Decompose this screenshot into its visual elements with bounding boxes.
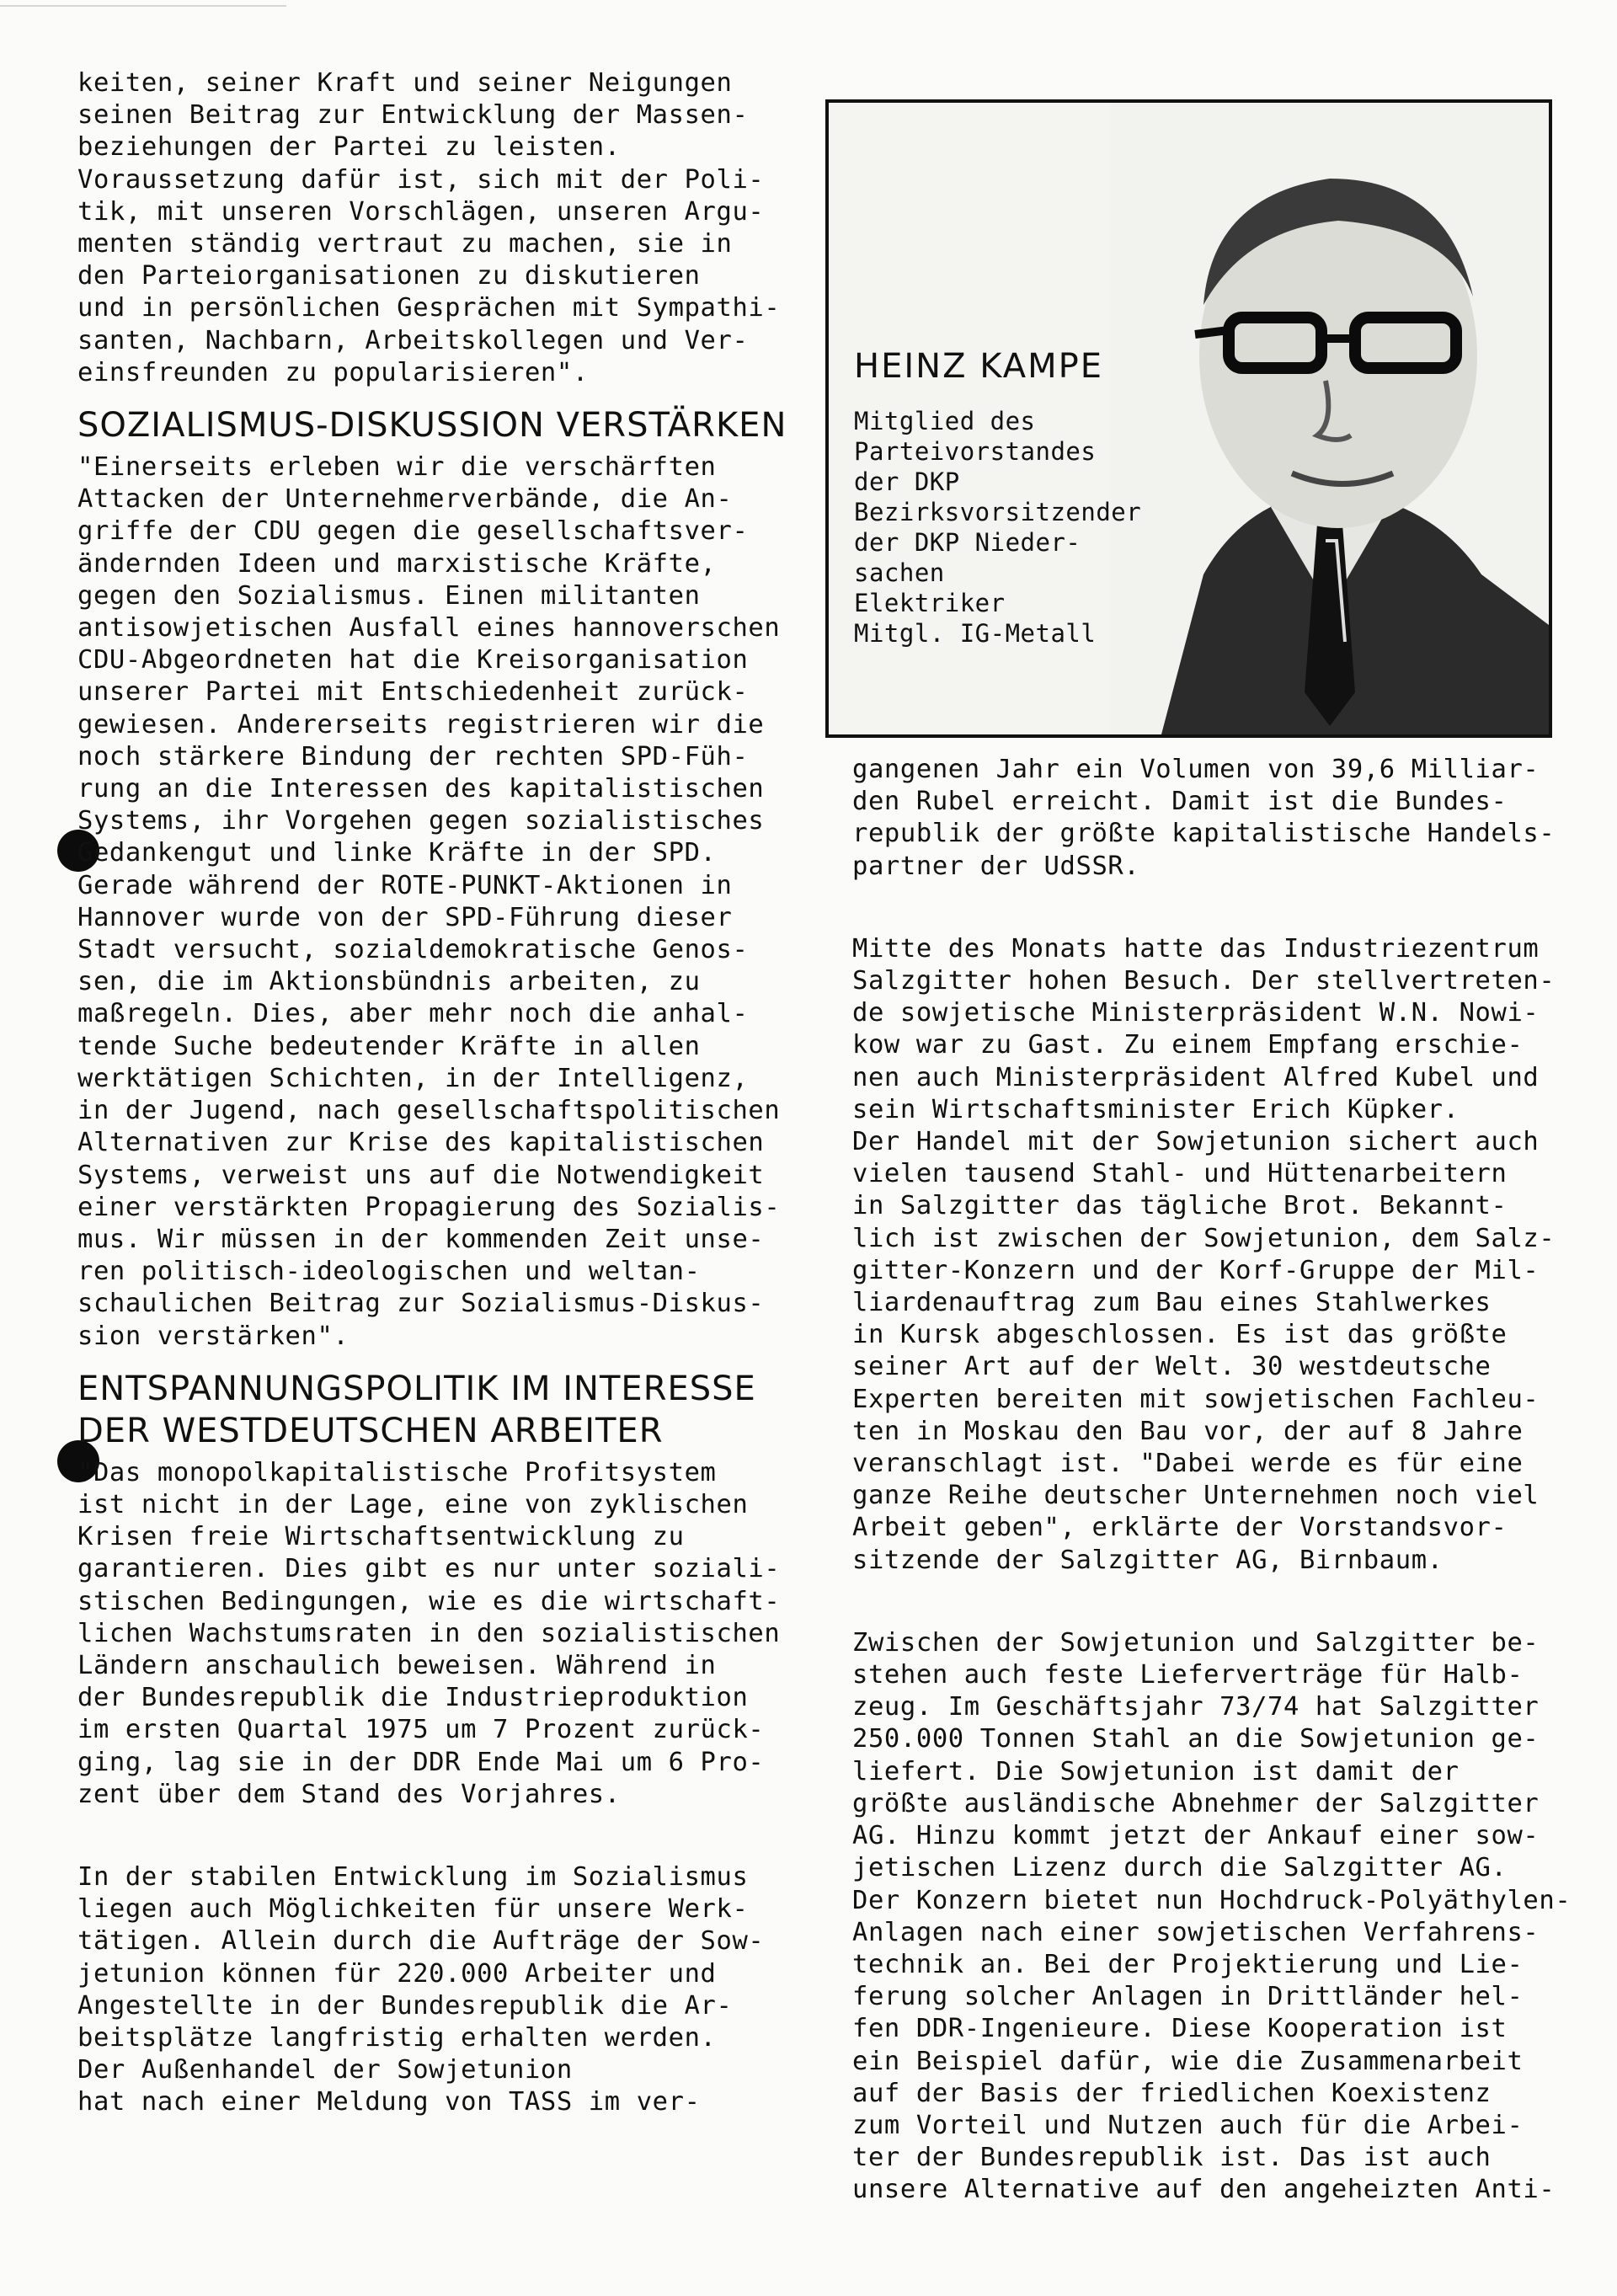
text-line: Mitgl. IG-Metall [854, 619, 1097, 648]
text-line: der DKP [854, 467, 960, 496]
text-line: zum Vorteil und Nutzen auch für die Arbei- [852, 2110, 1524, 2140]
text-line: ist nicht in der Lage, eine von zyklischen [77, 1489, 749, 1519]
text-line: einsfreunden zu popularisieren". [77, 357, 589, 387]
text-line: ganze Reihe deutscher Unternehmen noch viel [852, 1481, 1540, 1511]
text-line: in der Jugend, nach gesellschaftspolitischen [77, 1096, 781, 1126]
text-line: Hannover wurde von der SPD-Führung dieser [77, 902, 733, 932]
right-paragraph-3 [852, 1627, 1593, 2207]
text-line: ferung solcher Anlagen in Drittländer hel- [852, 1982, 1524, 2012]
text-line: maßregeln. Dies, aber mehr noch die anhal- [77, 999, 749, 1029]
text-line: und in persönlichen Gesprächen mit Sympathi- [77, 293, 781, 323]
text-line: beitsplätze langfristig erhalten werden. [77, 2022, 717, 2053]
text-line: griffe der CDU gegen die gesellschaftsver- [77, 516, 749, 547]
text-line: technik an. Bei der Projektierung und Lie- [852, 1949, 1524, 1979]
intro-paragraph [77, 67, 835, 389]
portrait-photo [1111, 103, 1549, 734]
text-line: stischen Bedingungen, wie es die wirtschaft- [77, 1586, 781, 1616]
heading-entspannungspolitik-line2: DER WESTDEUTSCHEN ARBEITER [77, 1411, 664, 1450]
text-line: ein Beispiel dafür, wie die Zusammenarbeit [852, 2046, 1524, 2076]
text-line: Systems, verweist uns auf die Notwendigkeit [77, 1160, 765, 1190]
text-line: liefert. Die Sowjetunion ist damit der [852, 1756, 1460, 1786]
text-line: Elektriker [854, 589, 1006, 617]
text-line: beziehungen der Partei zu leisten. [77, 132, 621, 163]
text-line: fen DDR-Ingenieure. Diese Kooperation ist [852, 2014, 1508, 2044]
text-line: zeug. Im Geschäftsjahr 73/74 hat Salzgitter [852, 1692, 1540, 1722]
heading-sozialismus-diskussion: SOZIALISMUS-DISKUSSION VERSTÄRKEN [77, 406, 787, 446]
text-line: liardenauftrag zum Bau eines Stahlwerkes [852, 1288, 1492, 1318]
text-line: den Rubel erreicht. Damit ist die Bundes- [852, 787, 1508, 817]
right-paragraph-2 [852, 933, 1593, 1577]
text-line: tende Suche bedeutender Kräfte in allen [77, 1031, 701, 1061]
text-line: den Parteiorganisationen zu diskutieren [77, 261, 701, 291]
text-line: "Das monopolkapitalistische Profitsystem [77, 1457, 717, 1487]
text-line: veranschlagt ist. "Dabei werde es für eine [852, 1449, 1524, 1479]
text-line: de sowjetische Ministerpräsident W.N. Nowi- [852, 998, 1540, 1028]
text-line: stehen auch feste Lieferverträge für Halb- [852, 1660, 1524, 1690]
text-line: unsere Alternative auf den angeheizten Anti- [852, 2175, 1556, 2205]
text-line: schaulichen Beitrag zur Sozialismus-Diskus- [77, 1289, 765, 1319]
heading-entspannungspolitik-line1: ENTSPANNUNGSPOLITIK IM INTERESSE [77, 1369, 756, 1408]
text-line: Gerade während der ROTE-PUNKT-Aktionen in [77, 870, 733, 900]
text-line: sein Wirtschaftsminister Erich Küpker. [852, 1094, 1460, 1124]
text-line: Salzgitter hohen Besuch. Der stellvertreten- [852, 966, 1556, 996]
text-line: CDU-Abgeordneten hat die Kreisorganisation [77, 645, 749, 675]
text-line: Der Außenhandel der Sowjetunion [77, 2055, 573, 2085]
profile-box [825, 99, 1552, 738]
text-line: jetischen Lizenz durch die Salzgitter AG. [852, 1853, 1508, 1883]
text-line: rung an die Interessen des kapitalistischen [77, 774, 765, 804]
text-line: Gedankengut und linke Kräfte in der SPD. [77, 838, 717, 868]
text-line: der DKP Nieder- [854, 528, 1081, 557]
text-line: lichen Wachstumsraten in den sozialistischen [77, 1618, 781, 1648]
text-line: jetunion können für 220.000 Arbeiter und [77, 1958, 717, 1989]
text-line: gangenen Jahr ein Volumen von 39,6 Milliar- [852, 755, 1540, 784]
text-line: unserer Partei mit Entschiedenheit zurück- [77, 677, 749, 707]
text-line: 250.000 Tonnen Stahl an die Sowjetunion ge- [852, 1724, 1540, 1754]
text-line: ren politisch-ideologischen und weltan- [77, 1257, 701, 1287]
profile-bio [854, 406, 1141, 649]
text-line: "Einerseits erleben wir die verschärften [77, 452, 717, 483]
text-line: Alternativen zur Krise des kapitalistischen [77, 1128, 765, 1158]
text-line: Parteivorstandes [854, 437, 1097, 466]
text-line: kow war zu Gast. Zu einem Empfang erschie- [852, 1030, 1524, 1060]
text-line: Krisen freie Wirtschaftsentwicklung zu [77, 1522, 685, 1552]
section1-paragraph [77, 451, 835, 1353]
text-line: Der Handel mit der Sowjetunion sichert auch [852, 1127, 1540, 1157]
text-line: Systems, ihr Vorgehen gegen sozialistisches [77, 806, 765, 836]
text-line: antisowjetischen Ausfall eines hannoverschen [77, 613, 781, 643]
text-line: größte ausländische Abnehmer der Salzgitter [852, 1788, 1540, 1818]
text-line: ter der Bundesrepublik ist. Das ist auch [852, 2143, 1492, 2173]
text-line: sitzende der Salzgitter AG, Birnbaum. [852, 1545, 1444, 1575]
text-line: AG. Hinzu kommt jetzt der Ankauf einer sow- [852, 1821, 1540, 1851]
text-line: Arbeit geben", erklärte der Vorstandsvor- [852, 1513, 1508, 1543]
text-line: im ersten Quartal 1975 um 7 Prozent zurück- [77, 1715, 765, 1745]
text-line: keiten, seiner Kraft und seiner Neigungen [77, 68, 733, 98]
scan-edge-line [0, 5, 286, 7]
text-line: Bezirksvorsitzender [854, 498, 1142, 526]
text-line: Mitte des Monats hatte das Industriezentrum [852, 933, 1540, 964]
text-line: Experten bereiten mit sowjetischen Fachleu- [852, 1384, 1540, 1414]
text-line: menten ständig vertraut zu machen, sie in [77, 229, 733, 259]
text-line: in Salzgitter das tägliche Brot. Bekannt- [852, 1191, 1508, 1221]
text-line: gegen den Sozialismus. Einen militanten [77, 580, 701, 611]
text-line: hat nach einer Meldung von TASS im ver- [77, 2087, 701, 2117]
text-line: In der stabilen Entwicklung im Sozialismus [77, 1861, 749, 1892]
text-line: sachen [854, 558, 945, 587]
text-line: der Bundesrepublik die Industrieproduktion [77, 1683, 749, 1713]
right-column [852, 754, 1593, 2207]
text-line: nen auch Ministerpräsident Alfred Kubel und [852, 1062, 1540, 1092]
text-line: Attacken der Unternehmerverbände, die An- [77, 484, 733, 515]
text-line: Zwischen der Sowjetunion und Salzgitter be- [852, 1627, 1540, 1658]
text-line: noch stärkere Bindung der rechten SPD-Füh- [77, 741, 749, 772]
text-line: ten in Moskau den Bau vor, der auf 8 Jahre [852, 1416, 1524, 1446]
text-line: lich ist zwischen der Sowjetunion, dem Salz- [852, 1223, 1556, 1253]
profile-name: HEINZ KAMPE [854, 347, 1103, 386]
text-line: Anlagen nach einer sowjetischen Verfahrens- [852, 1917, 1540, 1947]
text-line: werktätigen Schichten, in der Intelligenz, [77, 1063, 749, 1093]
text-line: gitter-Konzern und der Korf-Gruppe der Mil- [852, 1255, 1540, 1285]
right-paragraph-1 [852, 754, 1593, 883]
text-line: gewiesen. Andererseits registrieren wir die [77, 709, 765, 740]
section2-paragraph [77, 1457, 835, 1811]
text-line: auf der Basis der friedlichen Koexistenz [852, 2078, 1492, 2108]
text-line: garantieren. Dies gibt es nur unter soziali- [77, 1554, 781, 1584]
text-line: seinen Beitrag zur Entwicklung der Massen- [77, 100, 749, 131]
text-line: Voraussetzung dafür ist, sich mit der Poli- [77, 164, 765, 195]
text-line: liegen auch Möglichkeiten für unsere Werk- [77, 1894, 749, 1925]
text-line: partner der UdSSR. [852, 851, 1140, 881]
text-line: Mitglied des [854, 407, 1036, 435]
text-line: sen, die im Aktionsbündnis arbeiten, zu [77, 967, 701, 997]
text-line: ging, lag sie in der DDR Ende Mai um 6 Pro- [77, 1747, 765, 1777]
text-line: Angestellte in der Bundesrepublik die Ar- [77, 1990, 733, 2021]
text-line: santen, Nachbarn, Arbeitskollegen und Ver- [77, 325, 749, 355]
text-line: zent über dem Stand des Vorjahres. [77, 1779, 621, 1809]
text-line: Stadt versucht, sozialdemokratische Genos- [77, 935, 749, 965]
text-line: vielen tausend Stahl- und Hüttenarbeitern [852, 1159, 1508, 1189]
text-line: einer verstärkten Propagierung des Sozialis- [77, 1192, 781, 1222]
text-line: sion verstärken". [77, 1321, 350, 1351]
text-line: republik der größte kapitalistische Handels- [852, 819, 1556, 849]
text-line: tätigen. Allein durch die Aufträge der Sow- [77, 1926, 765, 1957]
text-line: tik, mit unseren Vorschlägen, unseren Argu- [77, 196, 765, 227]
text-line: ändernden Ideen und marxistische Kräfte, [77, 548, 717, 579]
text-line: Ländern anschaulich beweisen. Während in [77, 1650, 717, 1680]
left-column [77, 67, 835, 2119]
text-line: seiner Art auf der Welt. 30 westdeutsche [852, 1352, 1492, 1382]
text-line: mus. Wir müssen in der kommenden Zeit unse- [77, 1224, 765, 1254]
text-line: in Kursk abgeschlossen. Es ist das größte [852, 1320, 1508, 1350]
text-line: Der Konzern bietet nun Hochdruck-Polyäthylen- [852, 1885, 1572, 1915]
section3-paragraph [77, 1861, 835, 2119]
